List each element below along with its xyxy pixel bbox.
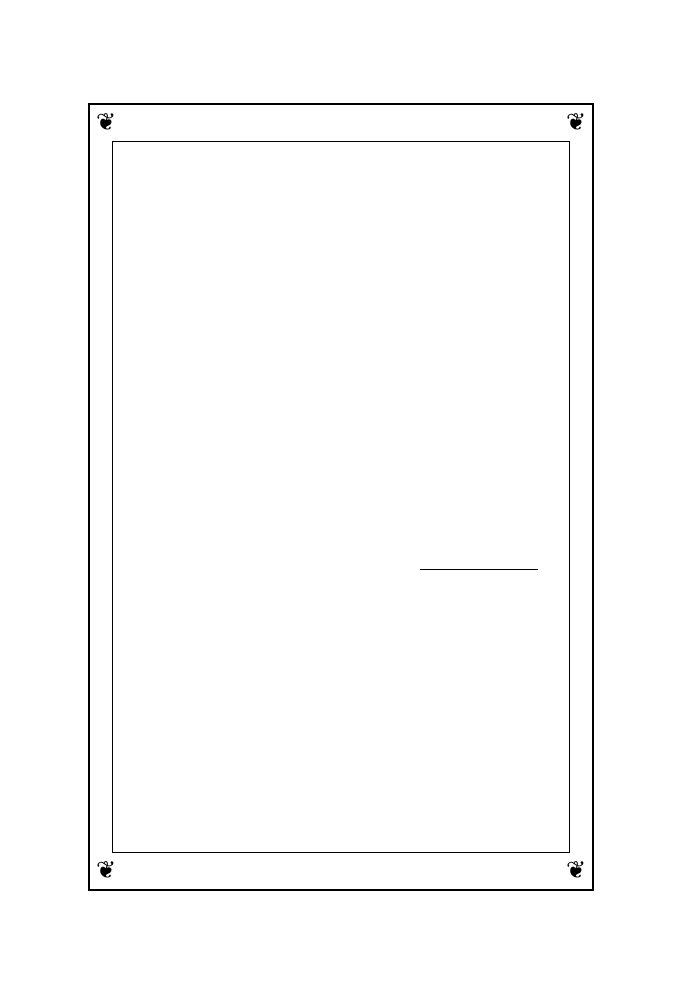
ornament-band-left: [92, 141, 112, 853]
footnote-rule: [420, 569, 538, 570]
inner-border: [112, 141, 570, 853]
corner-ornament-bottom-right: ❦: [565, 856, 587, 884]
footnotes: [138, 582, 540, 583]
page-header: [94, 80, 592, 102]
ornament-band-top: [92, 107, 590, 141]
corner-ornament-top-left: ❦: [95, 108, 117, 136]
corner-ornament-bottom-left: ❦: [95, 856, 117, 884]
ornament-band-right: [570, 141, 590, 853]
corner-ornament-top-right: ❦: [565, 108, 587, 136]
ornament-band-bottom: [92, 853, 590, 887]
